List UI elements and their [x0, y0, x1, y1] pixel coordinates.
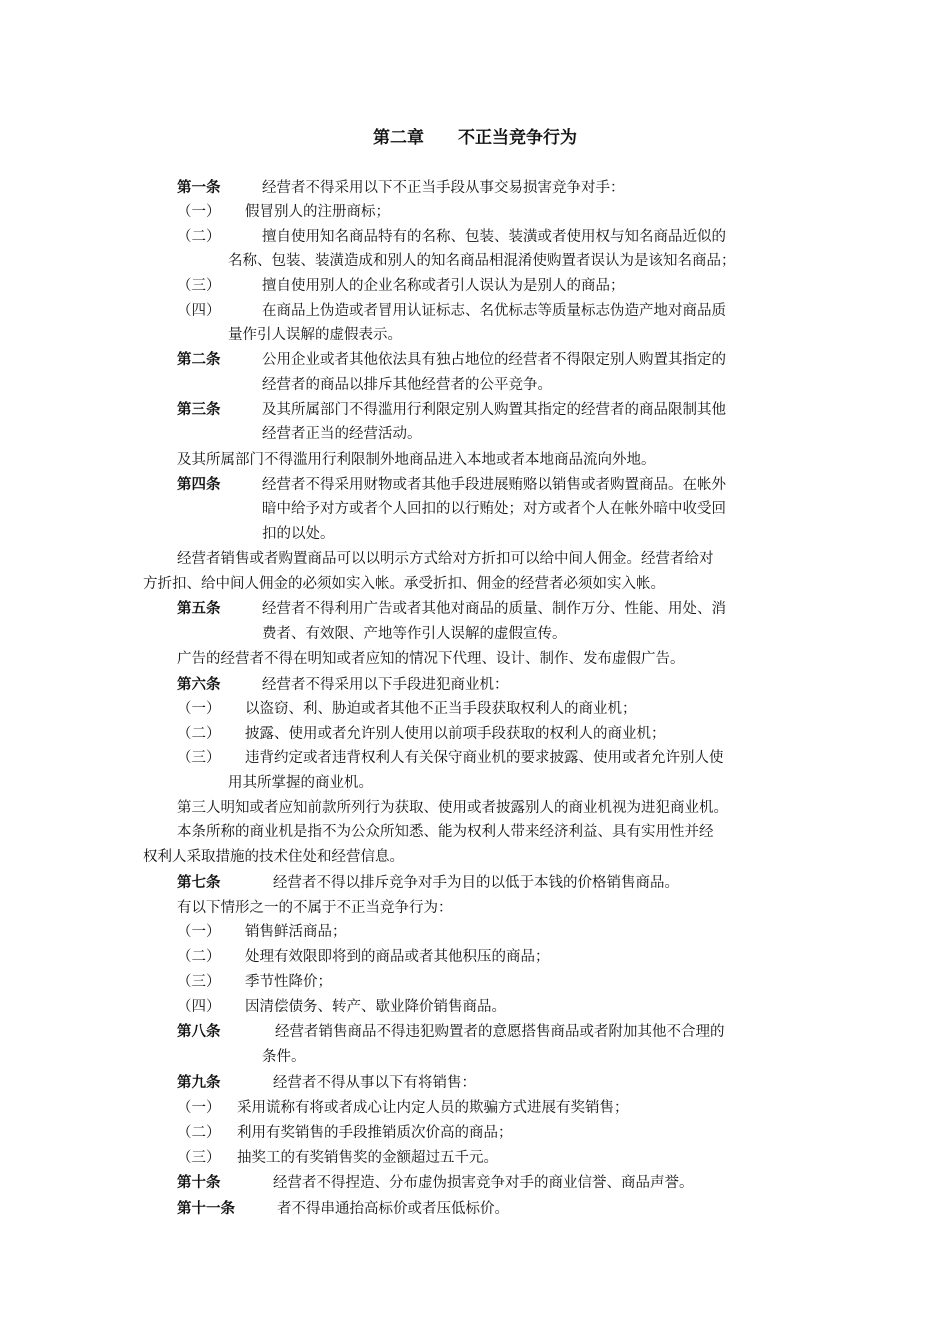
line-text: 销售鲜活商品； — [245, 924, 347, 940]
line-text: 经营者不得采用财物或者其他手段进展贿赂以销售或者购置商品。在帐外 — [262, 477, 726, 493]
line-text: 条件。 — [262, 1049, 306, 1065]
article-line — [177, 473, 726, 497]
paragraph-line — [177, 448, 656, 472]
paragraph-line — [177, 647, 685, 671]
line-text: 量作引人误解的虚假表示。 — [228, 327, 402, 343]
paragraph-line — [262, 522, 335, 546]
line-text: 第三人明知或者应知前款所列行为获取、使用或者披露别人的商业机视为进犯商业机。 — [177, 800, 728, 816]
line-text: 公用企业或者其他依法具有独占地位的经营者不得限定别人购置其指定的 — [262, 352, 726, 368]
article-line — [177, 1171, 694, 1195]
article-number: 第五条 — [177, 601, 221, 617]
list-item — [177, 1096, 629, 1120]
item-marker: （三） — [177, 278, 221, 294]
article-number: 第四条 — [177, 477, 221, 493]
line-text: 抽奖工的有奖销售奖的金额超过五千元。 — [237, 1150, 498, 1166]
line-text: 经营者不得利用广告或者其他对商品的质量、制作万分、性能、用处、消 — [262, 601, 726, 617]
list-item — [177, 225, 726, 249]
article-number: 第二条 — [177, 352, 221, 368]
paragraph-line — [177, 820, 714, 844]
article-number: 第一条 — [177, 180, 221, 196]
item-marker: （一） — [177, 204, 221, 220]
item-marker: （二） — [177, 1125, 221, 1141]
article-line — [177, 1071, 476, 1095]
article-number: 第八条 — [177, 1024, 221, 1040]
item-marker: （二） — [177, 726, 221, 742]
line-text: 本条所称的商业机是指不为公众所知悉、能为权利人带来经济利益、具有实用性并经 — [177, 824, 714, 840]
line-text: 经营者销售商品不得违犯购置者的意愿搭售商品或者附加其他不合理的 — [275, 1024, 725, 1040]
list-item — [177, 920, 347, 944]
item-marker: （三） — [177, 750, 221, 766]
line-text: 用其所掌握的商业机。 — [228, 775, 373, 791]
paragraph-line — [262, 497, 726, 521]
article-number: 第九条 — [177, 1075, 221, 1091]
item-marker: （二） — [177, 949, 221, 965]
line-text: 经营者不得从事以下有将销售： — [273, 1075, 476, 1091]
line-text: 经营者不得以排斥竞争对手为目的以低于本钱的价格销售商品。 — [273, 875, 679, 891]
paragraph-line — [262, 422, 422, 446]
line-text: 假冒别人的注册商标； — [245, 204, 390, 220]
line-text: 广告的经营者不得在明知或者应知的情况下代理、设计、制作、发布虚假广告。 — [177, 651, 685, 667]
line-text: 暗中给予对方或者个人回扣的以行贿处；对方或者个人在帐外暗中收受回 — [262, 501, 726, 517]
list-item — [177, 200, 390, 224]
list-item — [177, 995, 506, 1019]
line-text: 擅自使用别人的企业名称或者引人误认为是别人的商品； — [262, 278, 625, 294]
line-text: 擅自使用知名商品特有的名称、包装、装潢或者使用权与知名商品近似的 — [262, 229, 726, 245]
line-text: 扣的以处。 — [262, 526, 335, 542]
paragraph-line — [262, 1045, 306, 1069]
line-text: 违背约定或者违背权利人有关保守商业机的要求披露、使用或者允许别人使 — [245, 750, 724, 766]
list-item — [177, 746, 724, 770]
article-number: 第十条 — [177, 1175, 221, 1191]
paragraph-line — [228, 323, 402, 347]
article-line — [177, 398, 726, 422]
line-text: 以盗窃、利、胁迫或者其他不正当手段获取权利人的商业机； — [245, 701, 637, 717]
line-text: 方折扣、给中间人佣金的必须如实入帐。承受折扣、佣金的经营者必须如实入帐。 — [143, 576, 665, 592]
line-text: 及其所属部门不得滥用行利限定别人购置其指定的经营者的商品限制其他 — [262, 402, 726, 418]
paragraph-line — [177, 896, 453, 920]
line-text: 经营者销售或者购置商品可以以明示方式给对方折扣可以给中间人佣金。经营者给对 — [177, 551, 714, 567]
list-item — [177, 970, 332, 994]
article-line — [177, 673, 509, 697]
list-item — [177, 697, 637, 721]
list-item — [177, 274, 625, 298]
line-text: 经营者的商品以排斥其他经营者的公平竞争。 — [262, 377, 552, 393]
article-line — [177, 1020, 725, 1044]
line-text: 有以下情形之一的不属于不正当竞争行为： — [177, 900, 453, 916]
line-text: 因清偿债务、转产、歇业降价销售商品。 — [245, 999, 506, 1015]
line-text: 经营者不得捏造、分布虚伪损害竞争对手的商业信誉、商品声誉。 — [273, 1175, 694, 1191]
paragraph-line — [177, 796, 728, 820]
paragraph-line — [143, 845, 404, 869]
line-text: 处理有效限即将到的商品或者其他积压的商品； — [245, 949, 550, 965]
line-text: 经营者不得采用以下手段进犯商业机： — [262, 677, 509, 693]
list-item — [177, 1121, 513, 1145]
article-number: 第三条 — [177, 402, 221, 418]
article-line — [177, 176, 625, 200]
item-marker: （一） — [177, 1100, 221, 1116]
item-marker: （二） — [177, 229, 221, 245]
article-number: 第七条 — [177, 875, 221, 891]
line-text: 在商品上伪造或者冒用认证标志、名优标志等质量标志伪造产地对商品质 — [262, 303, 726, 319]
line-text: 经营者正当的经营活动。 — [262, 426, 422, 442]
line-text: 权利人采取措施的技术住处和经营信息。 — [143, 849, 404, 865]
paragraph-line — [228, 771, 373, 795]
article-number: 第十一条 — [177, 1201, 235, 1217]
line-text: 季节性降价； — [245, 974, 332, 990]
item-marker: （一） — [177, 924, 221, 940]
item-marker: （四） — [177, 999, 221, 1015]
article-line — [177, 1197, 509, 1221]
line-text: 费者、有效限、产地等作引人误解的虚假宣传。 — [262, 626, 567, 642]
paragraph-line — [262, 373, 552, 397]
article-number: 第六条 — [177, 677, 221, 693]
list-item — [177, 299, 726, 323]
item-marker: （三） — [177, 974, 221, 990]
list-item — [177, 945, 550, 969]
line-text: 名称、包装、装潢造成和别人的知名商品相混淆使购置者误认为是该知名商品； — [228, 253, 736, 269]
line-text: 者不得串通抬高标价或者压低标价。 — [277, 1201, 509, 1217]
paragraph-line — [177, 547, 714, 571]
article-line — [177, 871, 679, 895]
article-line — [177, 348, 726, 372]
item-marker: （四） — [177, 303, 221, 319]
paragraph-line — [262, 622, 567, 646]
article-line — [177, 597, 726, 621]
line-text: 经营者不得采用以下不正当手段从事交易损害竞争对手： — [262, 180, 625, 196]
line-text: 采用谎称有将或者成心让内定人员的欺骗方式进展有奖销售； — [237, 1100, 629, 1116]
line-text: 利用有奖销售的手段推销质次价高的商品； — [237, 1125, 513, 1141]
page-title: 第二章 不正当竞争行为 — [373, 128, 577, 148]
line-text: 及其所属部门不得滥用行利限制外地商品进入本地或者本地商品流向外地。 — [177, 452, 656, 468]
item-marker: （一） — [177, 701, 221, 717]
item-marker: （三） — [177, 1150, 221, 1166]
list-item — [177, 1146, 498, 1170]
paragraph-line — [228, 249, 736, 273]
line-text: 披露、使用或者允许别人使用以前项手段获取的权利人的商业机； — [245, 726, 666, 742]
paragraph-line — [143, 572, 665, 596]
list-item — [177, 722, 666, 746]
